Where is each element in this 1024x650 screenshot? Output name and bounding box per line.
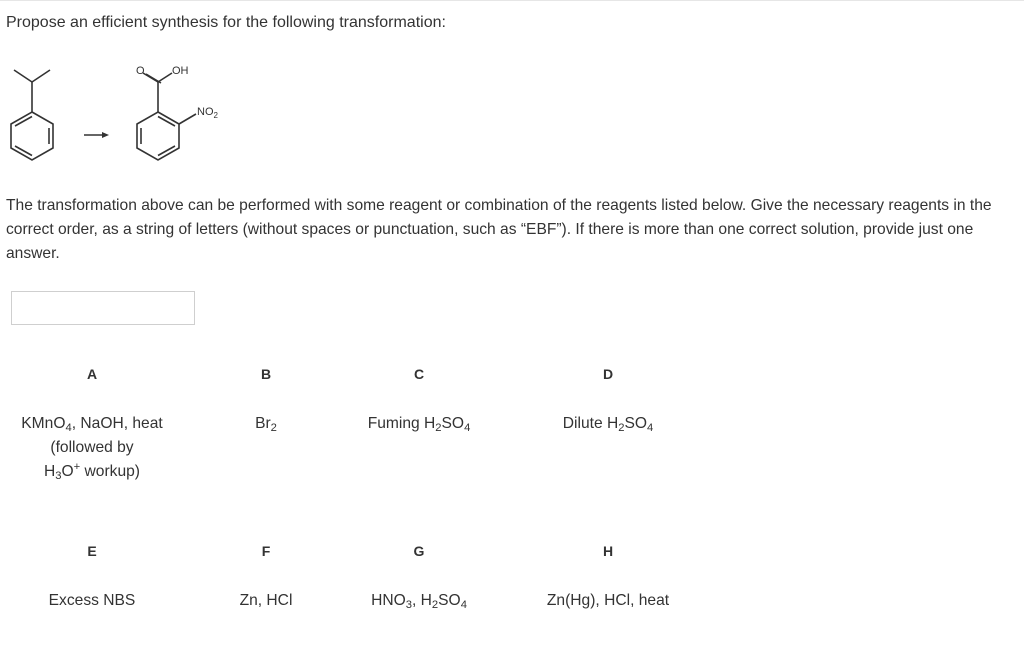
reagent-option-g xyxy=(319,543,519,613)
reagent-option-e xyxy=(0,543,192,613)
nitro-label: $NO_2$ xyxy=(197,106,218,120)
starting-material-isopropylbenzene xyxy=(11,70,53,160)
reagent-text-b: $Br_2$ xyxy=(255,415,277,434)
reagent-letter-f: F xyxy=(261,543,271,559)
reagent-letter-b: B xyxy=(260,366,272,382)
reagent-letter-c: C xyxy=(413,366,425,382)
reagent-letter-e: E xyxy=(87,543,97,559)
reagent-text-d: Dilute $H_2SO_4$ xyxy=(562,415,654,434)
top-divider xyxy=(0,0,1024,1)
reagent-text-e: Excess NBS xyxy=(48,592,136,609)
reagent-text-a: KMnO$_4$, NaOH, heat (followed by $H_3O^+$ workup) xyxy=(21,415,163,482)
reagent-text-c: Fuming $H_2SO_4$ xyxy=(367,415,471,434)
reagent-text-f: Zn, HCl xyxy=(239,592,293,609)
answer-input[interactable] xyxy=(11,291,195,325)
question-description: The transformation above can be performed with some reagent or combination of the reagents listed below. Give the necessary reagents in the correct order, as a string of letters (without spaces or punctuation, such as “EBF”). If there is more than one correct solution, provide just one answer. xyxy=(6,197,992,262)
reagent-letter-d: D xyxy=(602,366,614,382)
product-nitrobenzoic-acid xyxy=(137,73,196,160)
question-prompt: Propose an efficient synthesis for the following transformation: xyxy=(6,14,446,31)
reagent-letter-h: H xyxy=(602,543,614,559)
reagent-text-h: Zn(Hg), HCl, heat xyxy=(546,592,670,609)
reagent-option-d xyxy=(508,366,708,436)
reaction-scheme xyxy=(0,52,240,172)
reagent-letter-g: G xyxy=(413,543,425,559)
reagent-letter-a: A xyxy=(86,366,98,382)
reagent-text-g: $HNO_3$, $H_2SO_4$ xyxy=(371,592,467,611)
reagent-option-a xyxy=(0,366,192,484)
hydroxyl-label: OH xyxy=(172,65,189,77)
carbonyl-oxygen-label: O xyxy=(136,65,145,77)
reaction-arrow xyxy=(84,132,109,138)
reagent-option-c xyxy=(319,366,519,436)
reagent-option-h xyxy=(508,543,708,613)
